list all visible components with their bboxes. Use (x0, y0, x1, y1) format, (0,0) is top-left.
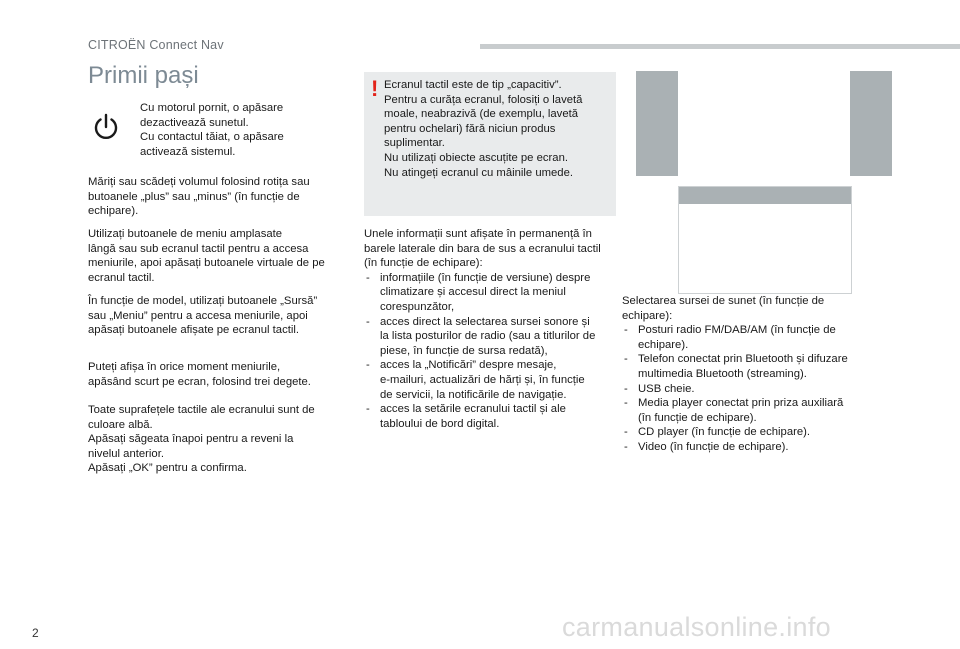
sound-source-info: Selectarea sursei de sunet (în funcție de echipare): - Posturi radio FM/DAB/AM (în funcție de echipare). - Telefon conectat prin Bluetooth și difuzare multimedia Bluetooth (streaming). - USB cheie. - Media player conectat prin priza auxiliară (în funcție de echipare). - CD player (în funcție de echipare). - Video (în funcție de echipare). (622, 294, 892, 455)
side-bars-info: Unele informații sunt afișate în permanență în barele laterale din bara de sus a ecranului tactil (în funcție de echipare): - informațiile (în funcție de versiune) despre climatizare și accesul direct la meniul corespunzător, - acces direct la selectarea sursei sonore și la lista posturilor de radio (sau a titlurilor de piese, în funcție de sursa redată), - acces la „Notificări” despre mesaje, e-mailuri, actualizări de hărți și, în funcție de servicii, la notificările de navigație. - acces la setările ecranului tactil și ale tabloului de bord digital. (364, 227, 620, 431)
list-item: - acces la „Notificări” despre mesaje, e-mailuri, actualizări de hărți și, în funcție de servicii, la notificările de navigație. (364, 358, 620, 402)
screen-illustration-small (678, 186, 852, 294)
page-number: 2 (32, 626, 39, 640)
screen-top-bar (679, 187, 851, 204)
list-item: - USB cheie. (622, 382, 892, 397)
sound-source-list (622, 323, 892, 454)
screen-illustration-landscape (636, 71, 892, 176)
paragraph-menu-buttons: Utilizați butoanele de meniu amplasate lângă sau sub ecranul tactil pentru a accesa meniurile, apoi apăsați butoanele virtuale de pe ecranul tactil. (88, 228, 325, 284)
list-item: - Posturi radio FM/DAB/AM (în funcție de echipare). (622, 323, 892, 352)
warning-text: Ecranul tactil este de tip „capacitiv”. Pentru a curăța ecranul, folosiți o lavetă moale, neabrazivă (de exemplu, lavetă pentru ochelari) fără niciun produs suplimentar. Nu utilizați obiecte ascuțite pe ecran. Nu atingeți ecranul cu mâinile umede. (384, 79, 583, 179)
header-title: CITROËN Connect Nav (88, 38, 224, 52)
screen-display-area (678, 71, 850, 176)
power-icon (92, 112, 120, 142)
list-item: - CD player (în funcție de echipare). (622, 425, 892, 440)
list-item: - Media player conectat prin priza auxiliară (în funcție de echipare). (622, 396, 892, 425)
list-item: - informațiile (în funcție de versiune) despre climatizare și accesul direct la meniul corespunzător, (364, 271, 620, 315)
list-item: - Video (în funcție de echipare). (622, 440, 892, 455)
warning-icon: ! (371, 76, 379, 101)
paragraph-volume: Măriți sau scădeți volumul folosind rotița sau butoanele „plus” sau „minus” (în funcție de echipare). (88, 176, 310, 218)
power-description: Cu motorul pornit, o apăsare dezactivează sunetul. Cu contactul tăiat, o apăsare activează sistemul. (140, 102, 284, 158)
list-item: - acces direct la selectarea sursei sonore și la lista posturilor de radio (sau a titlurilor de piese, în funcție de sursa redată), (364, 315, 620, 359)
section-title: Primii pași (88, 62, 199, 89)
side-bars-list (364, 271, 620, 432)
list-item: - acces la setările ecranului tactil și ale tabloului de bord digital. (364, 402, 620, 431)
list-item: - Telefon conectat prin Bluetooth și difuzare multimedia Bluetooth (streaming). (622, 352, 892, 381)
paragraph-source-menu: În funcție de model, utilizați butoanele „Sursă” sau „Meniu” pentru a accesa meniurile, apoi apăsați butoanele afișate pe ecranul tactil. (88, 295, 318, 337)
paragraph-three-fingers: Puteți afișa în orice moment meniurile, apăsând scurt pe ecran, folosind trei degete. (88, 361, 311, 388)
paragraph-touch-surfaces: Toate suprafețele tactile ale ecranului sunt de culoare albă. Apăsați săgeata înapoi pentru a reveni la nivelul anterior. Apăsați „OK” pentru a confirma. (88, 404, 315, 475)
watermark: carmanualsonline.info (562, 612, 831, 642)
header-bar (480, 44, 960, 49)
